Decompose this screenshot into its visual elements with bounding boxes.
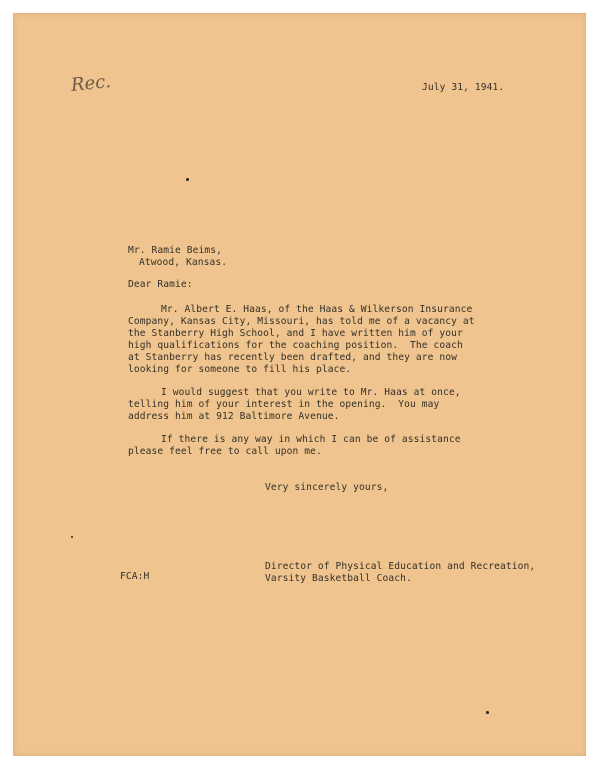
complimentary-close: Very sincerely yours, [265, 482, 389, 493]
paragraph-line: telling him of your interest in the opening. You may [128, 399, 440, 410]
paragraph-line: address him at 912 Baltimore Avenue. [128, 411, 340, 422]
paper-speck [71, 536, 73, 538]
paper-speck [186, 178, 189, 181]
signature-title-line: Director of Physical Education and Recreation, [265, 561, 536, 572]
paper-speck [486, 711, 489, 714]
salutation: Dear Ramie: [128, 279, 193, 290]
recipient-name: Mr. Ramie Beims, [128, 245, 223, 256]
signature-title-line: Varsity Basketball Coach. [265, 573, 412, 584]
paragraph-line: Mr. Albert E. Haas, of the Haas & Wilkerson Insurance [161, 304, 473, 315]
paragraph-line: at Stanberry has recently been drafted, and they are now [128, 352, 458, 363]
paragraph-line: looking for someone to fill his place. [128, 364, 352, 375]
letter-page [13, 13, 586, 756]
paragraph-line: I would suggest that you write to Mr. Haas at once, [161, 387, 461, 398]
letter-date: July 31, 1941. [422, 82, 505, 93]
paragraph-line: please feel free to call upon me. [128, 446, 322, 457]
paragraph-line: Company, Kansas City, Missouri, has told me of a vacancy at [128, 316, 475, 327]
paragraph-line: If there is any way in which I can be of assistance [161, 434, 461, 445]
recipient-location: Atwood, Kansas. [139, 257, 228, 268]
handwritten-annotation: Rec. [70, 70, 113, 97]
paragraph-line: the Stanberry High School, and I have written him of your [128, 328, 463, 339]
paragraph-line: high qualifications for the coaching position. The coach [128, 340, 463, 351]
typist-initials: FCA:H [120, 571, 150, 582]
